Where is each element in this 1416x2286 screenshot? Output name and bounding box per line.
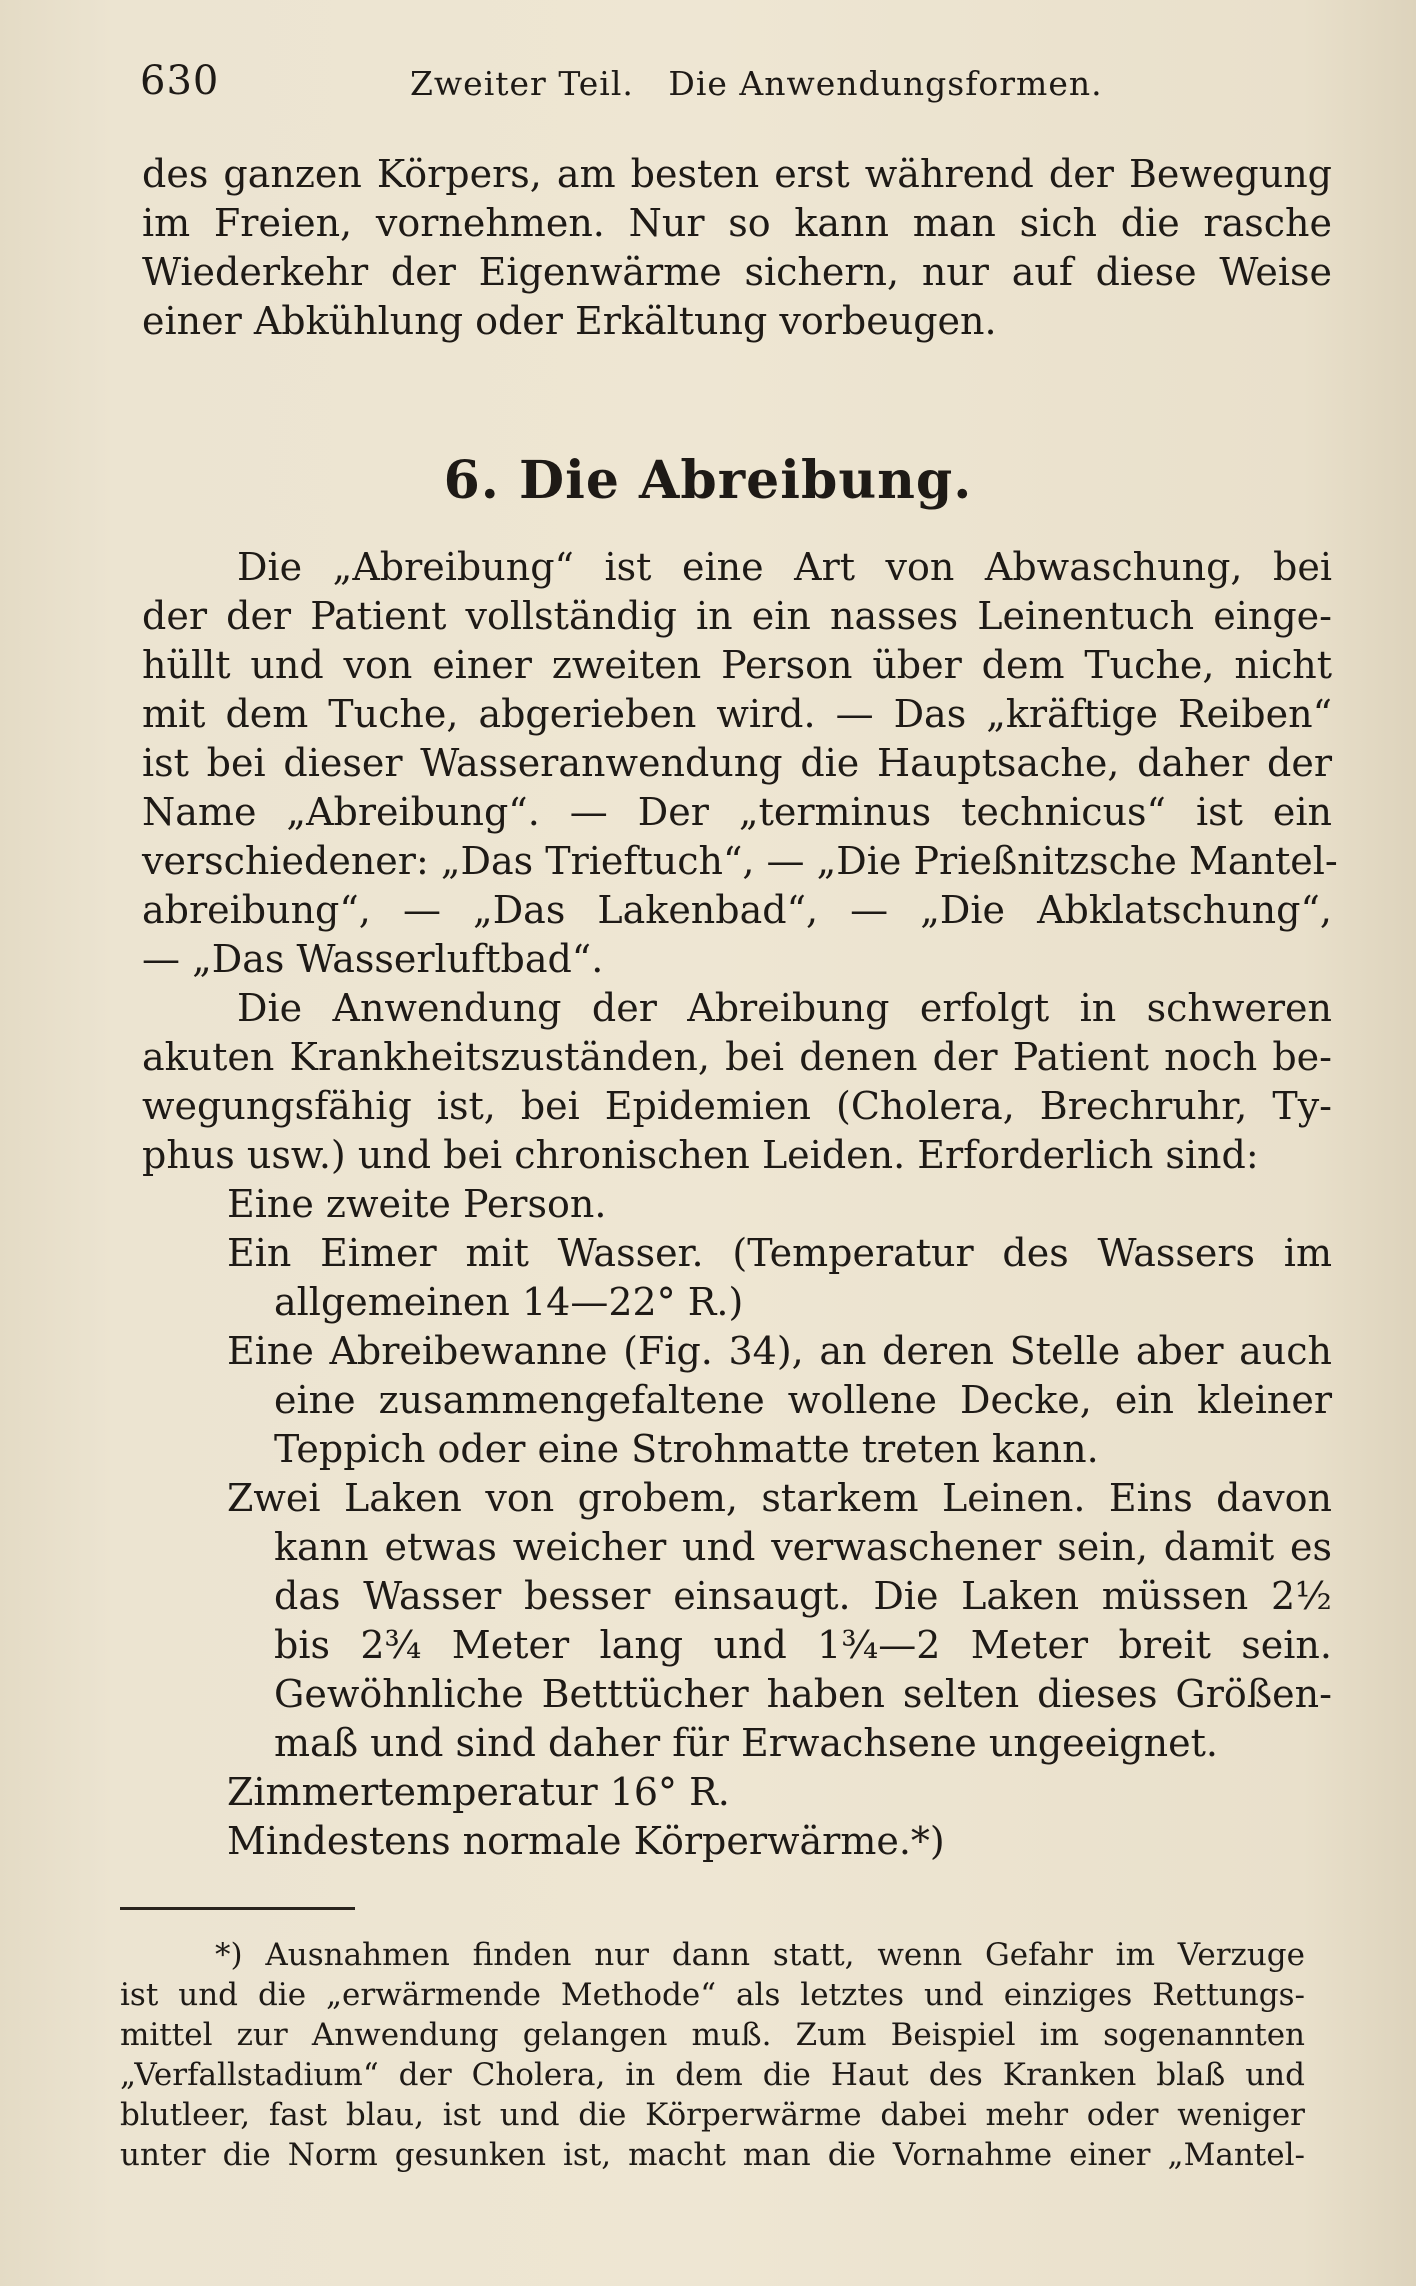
running-head bbox=[140, 58, 1296, 108]
list-item: Zimmertemperatur 16° R. bbox=[227, 1770, 730, 1814]
text-line: akuten Krankheitszuständen, bei denen der Patient noch be- bbox=[142, 1035, 1332, 1079]
footnote-divider bbox=[120, 1907, 355, 1910]
list-item-continuation: das Wasser besser einsaugt. Die Laken müssen 2½ bbox=[274, 1574, 1332, 1618]
footnote-line: unter die Norm gesunken ist, macht man die Vornahme einer „Mantel- bbox=[120, 2137, 1305, 2173]
text-line: phus usw.) und bei chronischen Leiden. Erforderlich sind: bbox=[142, 1133, 1259, 1177]
text-line: Die Anwendung der Abreibung erfolgt in schweren bbox=[237, 986, 1332, 1030]
requirements-list bbox=[142, 1180, 1332, 1866]
list-item: Eine Abreibewanne (Fig. 34), an deren Stelle aber auch bbox=[227, 1329, 1332, 1373]
list-item-continuation: bis 2¾ Meter lang und 1¾—2 Meter breit sein. bbox=[274, 1623, 1332, 1667]
text-line: Wiederkehr der Eigenwärme sichern, nur auf diese Weise bbox=[142, 250, 1332, 294]
list-item: Zwei Laken von grobem, starkem Leinen. Eins davon bbox=[227, 1476, 1332, 1520]
list-item-continuation: kann etwas weicher und verwaschener sein, damit es bbox=[274, 1525, 1332, 1569]
text-line: wegungsfähig ist, bei Epidemien (Cholera, Brechruhr, Ty- bbox=[142, 1084, 1332, 1128]
body-paragraphs bbox=[142, 543, 1338, 1180]
text-line: mit dem Tuche, abgerieben wird. — Das „kräftige Reiben“ bbox=[142, 692, 1332, 736]
list-item-continuation: allgemeinen 14—22° R.) bbox=[274, 1280, 744, 1324]
list-item-continuation: eine zusammengefaltene wollene Decke, ein kleiner bbox=[274, 1378, 1332, 1422]
list-item: Mindestens normale Körperwärme.*) bbox=[227, 1819, 945, 1863]
footnote bbox=[120, 1935, 1305, 2175]
list-item: Ein Eimer mit Wasser. (Temperatur des Wassers im bbox=[227, 1231, 1332, 1275]
text-line: im Freien, vornehmen. Nur so kann man sich die rasche bbox=[142, 201, 1332, 245]
section-heading: 6. Die Abreibung. bbox=[443, 450, 973, 511]
list-item-continuation: maß und sind daher für Erwachsene ungeeignet. bbox=[274, 1721, 1218, 1765]
text-line: Die „Abreibung“ ist eine Art von Abwaschung, bei bbox=[237, 545, 1332, 589]
text-line: abreibung“, — „Das Lakenbad“, — „Die Abklatschung“, bbox=[142, 888, 1332, 932]
text-line: des ganzen Körpers, am besten erst während der Bewegung bbox=[142, 152, 1332, 196]
footnote-line: mittel zur Anwendung gelangen muß. Zum Beispiel im sogenannten bbox=[120, 2017, 1305, 2053]
text-line: verschiedener: „Das Trieftuch“, — „Die Prießnitzsche Mantel- bbox=[142, 839, 1338, 883]
running-title: Zweiter Teil. Die Anwendungsformen. bbox=[410, 64, 1103, 103]
list-item-continuation: Teppich oder eine Strohmatte treten kann. bbox=[274, 1427, 1099, 1471]
footnote-line: *) Ausnahmen finden nur dann statt, wenn Gefahr im Verzuge bbox=[215, 1937, 1305, 1973]
text-line: der der Patient vollständig in ein nasses Leinentuch einge- bbox=[142, 594, 1332, 638]
text-line: — „Das Wasserluftbad“. bbox=[142, 937, 604, 981]
text-line: ist bei dieser Wasseranwendung die Hauptsache, daher der bbox=[142, 741, 1332, 785]
text-line: einer Abkühlung oder Erkältung vorbeugen. bbox=[142, 299, 997, 343]
text-line: Name „Abreibung“. — Der „terminus technicus“ ist ein bbox=[142, 790, 1332, 834]
footnote-line: „Verfallstadium“ der Cholera, in dem die Haut des Kranken blaß und bbox=[120, 2057, 1305, 2093]
page-number: 630 bbox=[140, 58, 220, 104]
continuation-paragraph bbox=[142, 150, 1332, 346]
list-item-continuation: Gewöhnliche Betttücher haben selten dieses Größen- bbox=[274, 1672, 1332, 1716]
footnote-line: ist und die „erwärmende Methode“ als letztes und einziges Rettungs- bbox=[120, 1977, 1305, 2013]
text-line: hüllt und von einer zweiten Person über dem Tuche, nicht bbox=[142, 643, 1332, 687]
footnote-line: blutleer, fast blau, ist und die Körperwärme dabei mehr oder weniger bbox=[120, 2097, 1305, 2133]
list-item: Eine zweite Person. bbox=[227, 1182, 607, 1226]
